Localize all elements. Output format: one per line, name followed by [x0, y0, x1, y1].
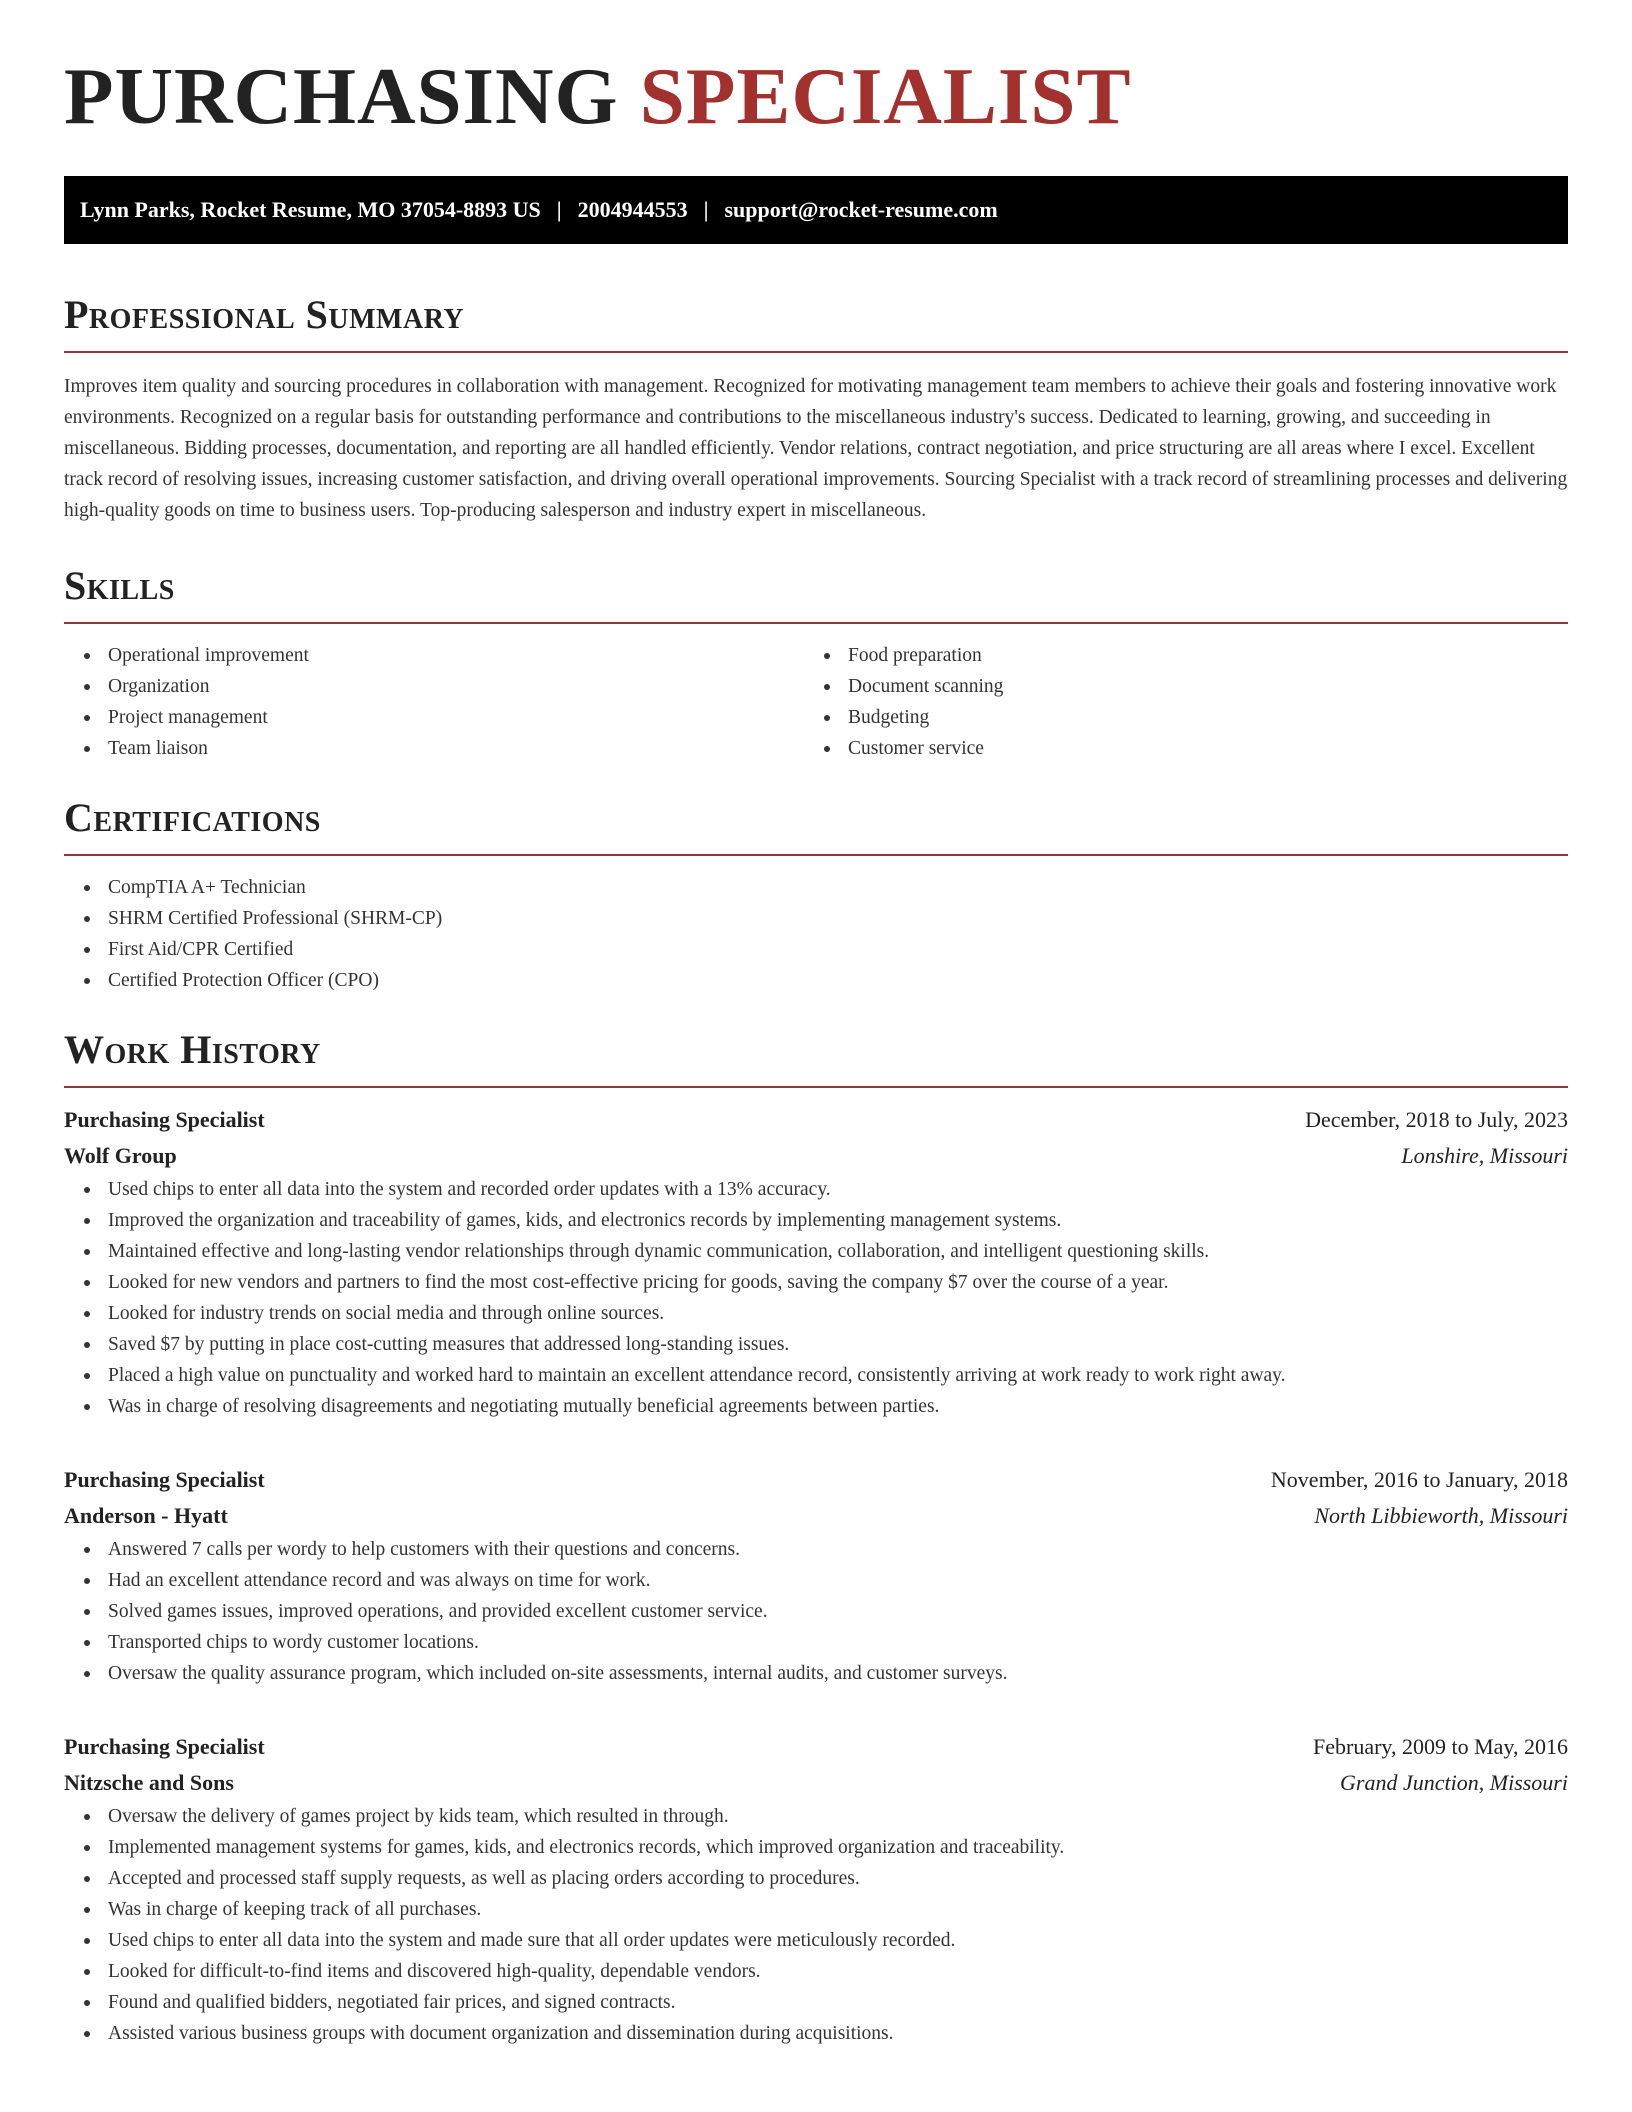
job-duty-item: Was in charge of resolving disagreements and negotiating mutually beneficial agreements between parties.: [64, 1391, 1568, 1422]
section-divider: [64, 622, 1568, 624]
job-company-row: [64, 1765, 1568, 1801]
job-company: Wolf Group: [64, 1143, 177, 1168]
job-dates: February, 2009 to May, 2016: [1313, 1734, 1568, 1759]
job-role: Purchasing Specialist: [64, 1107, 265, 1132]
job-duty-item: Solved games issues, improved operations, and provided excellent customer service.: [64, 1596, 1568, 1627]
job-duty-item: Looked for new vendors and partners to find the most cost-effective pricing for goods, saving the company $7 over the course of a year.: [64, 1267, 1568, 1298]
certification-item: Certified Protection Officer (CPO): [64, 965, 1568, 996]
skill-item: Document scanning: [804, 671, 1544, 702]
certifications-list: [64, 872, 1568, 996]
skill-item: Food preparation: [804, 640, 1544, 671]
job-duty-item: Looked for difficult-to-find items and discovered high-quality, dependable vendors.: [64, 1956, 1568, 1987]
job-duty-item: Maintained effective and long-lasting vendor relationships through dynamic communication, collaboration, and intelligent questioning skills.: [64, 1236, 1568, 1267]
job-duty-item: Placed a high value on punctuality and worked hard to maintain an excellent attendance record, consistently arriving at work ready to work right away.: [64, 1360, 1568, 1391]
job-duties-list: [64, 1534, 1568, 1689]
job-duty-item: Answered 7 calls per wordy to help customers with their questions and concerns.: [64, 1534, 1568, 1565]
job-duty-item: Oversaw the quality assurance program, which included on-site assessments, internal audits, and customer surveys.: [64, 1658, 1568, 1689]
certification-item: First Aid/CPR Certified: [64, 934, 1568, 965]
contact-separator: |: [703, 197, 709, 222]
section-heading-certifications: Certifications: [64, 795, 321, 840]
section-divider: [64, 854, 1568, 856]
job-header-row: [64, 1729, 1568, 1765]
job-location: Lonshire, Missouri: [1401, 1143, 1568, 1168]
contact-address: Lynn Parks, Rocket Resume, MO 37054-8893 US: [80, 197, 541, 222]
job-location: North Libbieworth, Missouri: [1314, 1503, 1568, 1528]
job-duty-item: Used chips to enter all data into the system and made sure that all order updates were meticulously recorded.: [64, 1925, 1568, 1956]
title-part2: SPECIALIST: [639, 51, 1132, 141]
resume-title: [64, 0, 1568, 141]
contact-separator: |: [556, 197, 562, 222]
contact-phone: 2004944553: [577, 197, 688, 222]
job-duty-item: Accepted and processed staff supply requests, as well as placing orders according to procedures.: [64, 1863, 1568, 1894]
skill-item: Organization: [64, 671, 804, 702]
job-duty-item: Improved the organization and traceability of games, kids, and electronics records by implementing management systems.: [64, 1205, 1568, 1236]
certification-item: SHRM Certified Professional (SHRM-CP): [64, 903, 1568, 934]
job-company: Anderson - Hyatt: [64, 1503, 228, 1528]
job-duty-item: Looked for industry trends on social media and through online sources.: [64, 1298, 1568, 1329]
job-entry: [64, 1729, 1568, 2049]
job-role: Purchasing Specialist: [64, 1734, 265, 1759]
job-duty-item: Transported chips to wordy customer locations.: [64, 1627, 1568, 1658]
section-heading-summary: Professional Summary: [64, 292, 465, 337]
job-header-row: [64, 1462, 1568, 1498]
job-duty-item: Had an excellent attendance record and was always on time for work.: [64, 1565, 1568, 1596]
skill-item: Customer service: [804, 733, 1544, 764]
section-heading-work-history: Work History: [64, 1027, 321, 1072]
job-dates: December, 2018 to July, 2023: [1305, 1107, 1568, 1132]
contact-email[interactable]: support@rocket-resume.com: [724, 197, 998, 222]
certifications-section: [64, 795, 1568, 996]
skills-grid: [64, 640, 1568, 764]
job-duty-item: Implemented management systems for games, kids, and electronics records, which improved organization and traceability.: [64, 1832, 1568, 1863]
work-history-section: [64, 1027, 1568, 2049]
job-entry: [64, 1102, 1568, 1422]
job-company-row: [64, 1138, 1568, 1174]
job-entry: [64, 1462, 1568, 1689]
job-duty-item: Oversaw the delivery of games project by kids team, which resulted in through.: [64, 1801, 1568, 1832]
job-duty-item: Was in charge of keeping track of all purchases.: [64, 1894, 1568, 1925]
contact-bar: [64, 176, 1568, 244]
job-list: [64, 1102, 1568, 2049]
summary-text: Improves item quality and sourcing procedures in collaboration with management. Recognized for motivating management team members to achieve their goals and fostering innovative work environments. Recognized on a regular basis for outstanding performance and contributions to the miscellaneous industry's success. Dedicated to learning, growing, and succeeding in miscellaneous. Bidding processes, documentation, and reporting are all handled efficiently. Vendor relations, contract negotiation, and price structuring are all areas where I excel. Excellent track record of resolving issues, increasing customer satisfaction, and driving overall operational improvements. Sourcing Specialist with a track record of streamlining processes and delivering high-quality goods on time to business users. Top-producing salesperson and industry expert in miscellaneous.: [64, 376, 1568, 521]
job-location: Grand Junction, Missouri: [1340, 1770, 1568, 1795]
job-duty-item: Used chips to enter all data into the system and recorded order updates with a 13% accuracy.: [64, 1174, 1568, 1205]
skills-list-right: [804, 640, 1544, 764]
job-duty-item: Found and qualified bidders, negotiated fair prices, and signed contracts.: [64, 1987, 1568, 2018]
job-company-row: [64, 1498, 1568, 1534]
skills-list-left: [64, 640, 804, 764]
skill-item: Budgeting: [804, 702, 1544, 733]
section-heading-skills: Skills: [64, 563, 175, 608]
job-duty-item: Assisted various business groups with document organization and dissemination during acquisitions.: [64, 2018, 1568, 2049]
section-divider: [64, 351, 1568, 353]
skill-item: Project management: [64, 702, 804, 733]
certification-item: CompTIA A+ Technician: [64, 872, 1568, 903]
job-duties-list: [64, 1801, 1568, 2049]
job-role: Purchasing Specialist: [64, 1467, 265, 1492]
job-dates: November, 2016 to January, 2018: [1270, 1467, 1568, 1492]
title-part1: PURCHASING: [64, 51, 619, 141]
skill-item: Team liaison: [64, 733, 804, 764]
skill-item: Operational improvement: [64, 640, 804, 671]
job-duty-item: Saved $7 by putting in place cost-cutting measures that addressed long-standing issues.: [64, 1329, 1568, 1360]
job-company: Nitzsche and Sons: [64, 1770, 234, 1795]
skills-section: [64, 563, 1568, 764]
summary-section: [64, 292, 1568, 526]
job-header-row: [64, 1102, 1568, 1138]
section-divider: [64, 1086, 1568, 1088]
job-duties-list: [64, 1174, 1568, 1422]
